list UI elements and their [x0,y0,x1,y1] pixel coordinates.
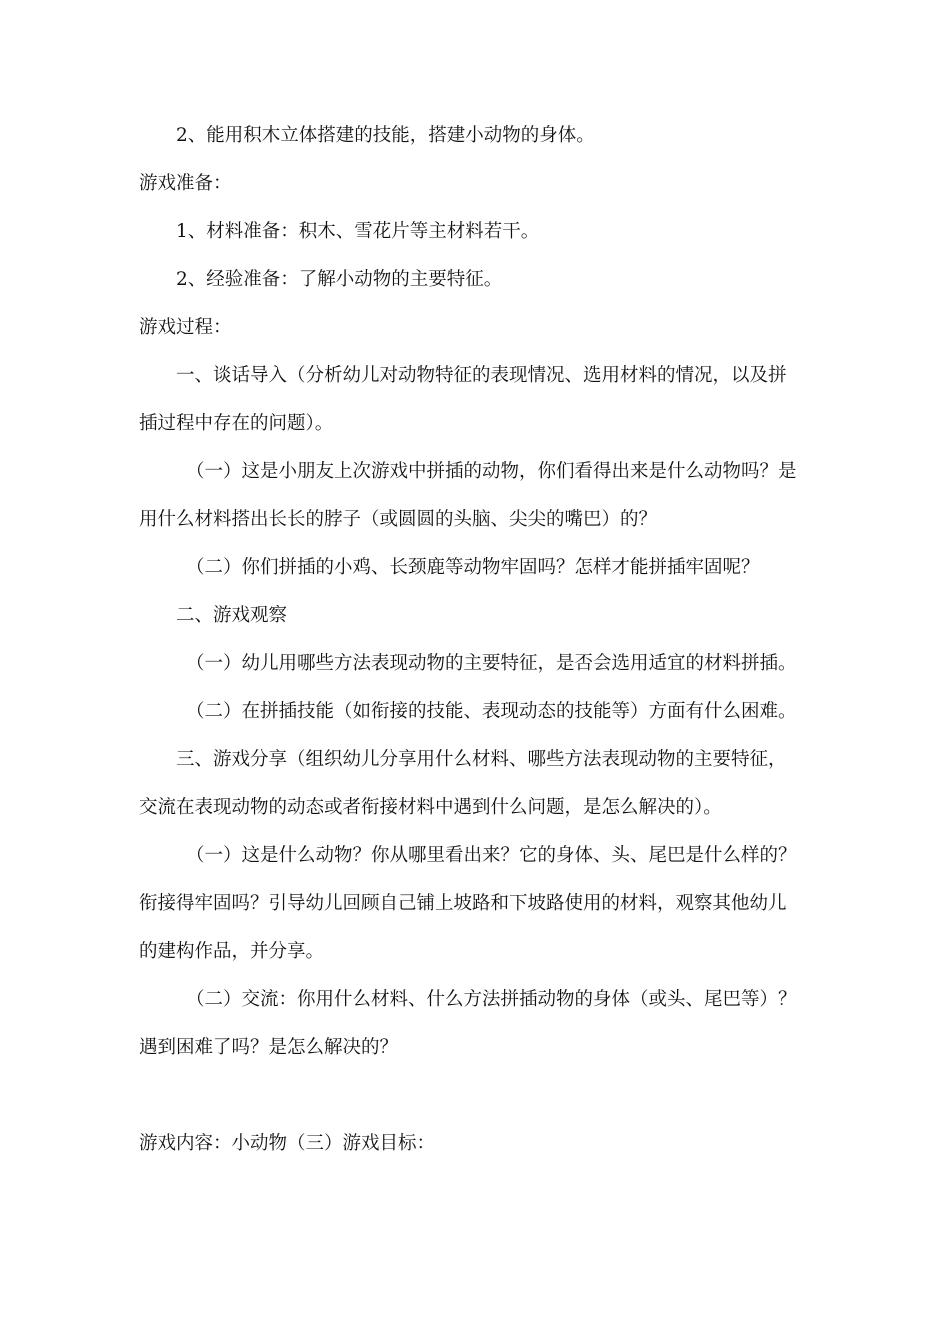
process-step-2-sub-1: （一）幼儿用哪些方法表现动物的主要特征，是否会选用适宜的材料拼插。 [186,653,797,674]
process-step-1-sub-1-cont: 用什么材料搭出长长的脖子（或圆圆的头脑、尖尖的嘴巴）的？ [139,509,658,530]
next-game-heading: 游戏内容：小动物（三）游戏目标： [139,1133,436,1154]
process-step-1: 一、谈话导入（分析幼儿对动物特征的表现情况、选用材料的情况，以及拼 [176,365,787,386]
process-step-3-cont: 交流在表现动物的动态或者衔接材料中遇到什么问题，是怎么解决的）。 [139,797,722,818]
process-step-3-sub-1-cont-2: 的建构作品，并分享。 [139,941,325,962]
process-step-3-sub-1-cont: 衔接得牢固吗？引导幼儿回顾自己铺上坡路和下坡路使用的材料，观察其他幼儿 [139,893,787,914]
process-step-2: 二、游戏观察 [176,605,288,626]
preparation-item-1: 1、材料准备：积木、雪花片等主材料若干。 [176,221,540,242]
goal-item-2: 2、能用积木立体搭建的技能，搭建小动物的身体。 [176,125,595,146]
process-step-3-sub-2-cont: 遇到困难了吗？是怎么解决的？ [139,1037,399,1058]
process-step-2-sub-2: （二）在拼插技能（如衔接的技能、表现动态的技能等）方面有什么困难。 [186,701,797,722]
section-heading-process: 游戏过程： [139,317,232,338]
process-step-3-sub-1: （一）这是什么动物？你从哪里看出来？它的身体、头、尾巴是什么样的？ [186,845,797,866]
section-heading-preparation: 游戏准备： [139,173,232,194]
process-step-1-sub-2: （二）你们拼插的小鸡、长颈鹿等动物牢固吗？怎样才能拼插牢固呢？ [186,557,760,578]
process-step-3: 三、游戏分享（组织幼儿分享用什么材料、哪些方法表现动物的主要特征， [176,749,787,770]
process-step-1-sub-1: （一）这是小朋友上次游戏中拼插的动物，你们看得出来是什么动物吗？是 [186,461,797,482]
process-step-3-sub-2: （二）交流：你用什么材料、什么方法拼插动物的身体（或头、尾巴等）？ [186,989,797,1010]
preparation-item-2: 2、经验准备：了解小动物的主要特征。 [176,269,503,290]
process-step-1-cont: 插过程中存在的问题）。 [139,413,334,434]
